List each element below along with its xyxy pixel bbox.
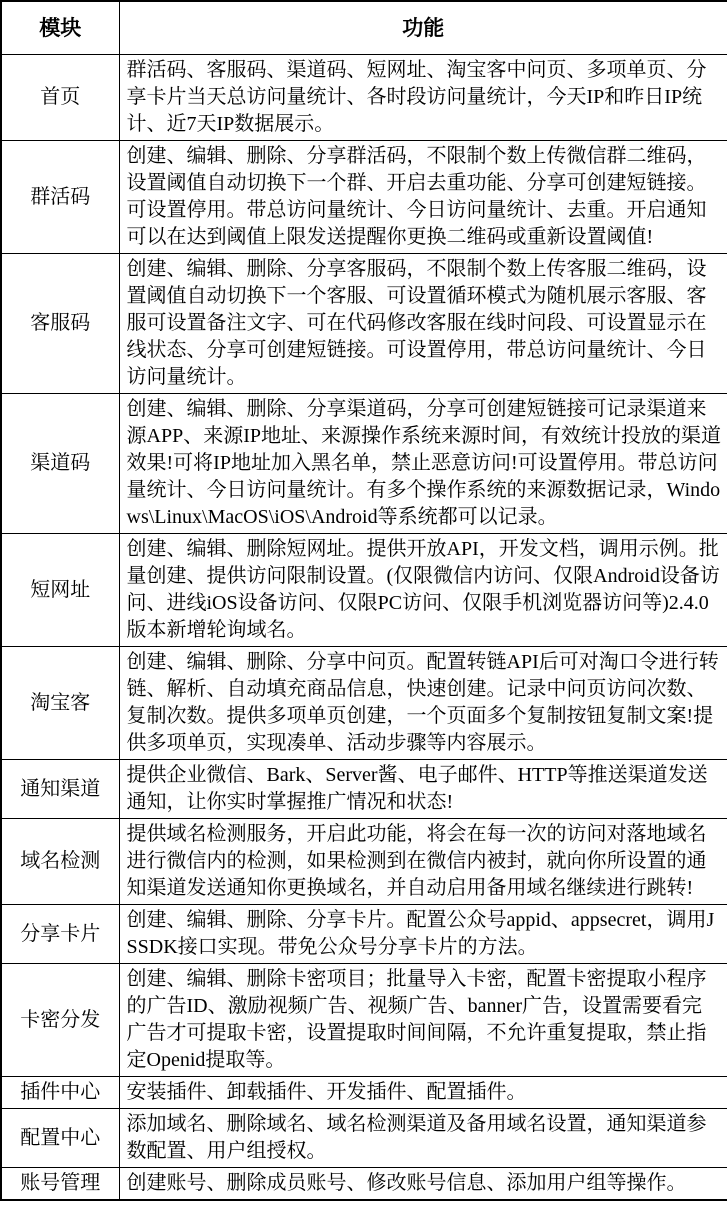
header-function: 功能 (119, 1, 727, 55)
table-row (1, 55, 727, 141)
function-cell: 群活码、客服码、渠道码、短网址、淘宝客中问页、多项单页、分享卡片当天总访问量统计、各时段访问量统计，今天IP和昨日IP统计、近7天IP数据展示。 (119, 55, 727, 141)
header-module: 模块 (1, 1, 119, 55)
module-cell: 域名检测 (1, 819, 119, 905)
table-row (1, 647, 727, 760)
header-row (1, 1, 727, 55)
module-cell: 配置中心 (1, 1109, 119, 1168)
table-row (1, 254, 727, 394)
module-cell: 分享卡片 (1, 905, 119, 964)
function-cell: 创建、编辑、删除短网址。提供开放API，开发文档，调用示例。批量创建、提供访问限制设置。(仅限微信内访问、仅限Android设备访问、进线iOS设备访问、仅限PC访问、仅限手机浏览器访问等)2.4.0版本新增轮询域名。 (119, 534, 727, 647)
function-cell: 创建、编辑、删除卡密项目；批量导入卡密，配置卡密提取小程序的广告ID、激励视频广告、视频广告、banner广告，设置需要看完广告才可提取卡密，设置提取时间间隔，不允许重复提取，禁止指定Openid提取等。 (119, 964, 727, 1077)
function-cell: 创建、编辑、删除、分享群活码，不限制个数上传微信群二维码，设置阈值自动切换下一个群、开启去重功能、分享可创建短链接。可设置停用。带总访问量统计、今日访问量统计、去重。开启通知可以在达到阈值上限发送提醒你更换二维码或重新设置阈值! (119, 141, 727, 254)
table-row (1, 964, 727, 1077)
table-row (1, 819, 727, 905)
table-header (1, 1, 727, 55)
module-cell: 渠道码 (1, 394, 119, 534)
module-cell: 插件中心 (1, 1077, 119, 1109)
table-row (1, 1077, 727, 1109)
function-cell: 提供企业微信、Bark、Server酱、电子邮件、HTTP等推送渠道发送通知，让你实时掌握推广情况和状态! (119, 760, 727, 819)
function-cell: 添加域名、删除域名、域名检测渠道及备用域名设置，通知渠道参数配置、用户组授权。 (119, 1109, 727, 1168)
function-cell: 创建账号、删除成员账号、修改账号信息、添加用户组等操作。 (119, 1168, 727, 1201)
module-cell: 淘宝客 (1, 647, 119, 760)
module-cell: 首页 (1, 55, 119, 141)
table-row (1, 760, 727, 819)
table-row (1, 1109, 727, 1168)
function-cell: 安装插件、卸载插件、开发插件、配置插件。 (119, 1077, 727, 1109)
table-row (1, 394, 727, 534)
module-cell: 通知渠道 (1, 760, 119, 819)
function-cell: 提供域名检测服务，开启此功能，将会在每一次的访问对落地域名进行微信内的检测，如果检测到在微信内被封，就向你所设置的通知渠道发送通知你更换域名，并自动启用备用域名继续进行跳转! (119, 819, 727, 905)
module-cell: 卡密分发 (1, 964, 119, 1077)
module-cell: 账号管理 (1, 1168, 119, 1201)
table-row (1, 141, 727, 254)
function-cell: 创建、编辑、删除、分享卡片。配置公众号appid、appsecret，调用JSSDK接口实现。带免公众号分享卡片的方法。 (119, 905, 727, 964)
table-row (1, 534, 727, 647)
function-cell: 创建、编辑、删除、分享中问页。配置转链API后可对淘口令进行转链、解析、自动填充商品信息，快速创建。记录中问页访问次数、复制次数。提供多项单页创建，一个页面多个复制按钮复制文案!提供多项单页，实现凑单、活动步骤等内容展示。 (119, 647, 727, 760)
module-cell: 短网址 (1, 534, 119, 647)
table-body (1, 55, 727, 1201)
module-cell: 群活码 (1, 141, 119, 254)
function-cell: 创建、编辑、删除、分享客服码，不限制个数上传客服二维码，设置阈值自动切换下一个客服、可设置循环模式为随机展示客服、客服可设置备注文字、可在代码修改客服在线时问段、可设置显示在线状态、分享可创建短链接。可设置停用，带总访问量统计、今日访问量统计。 (119, 254, 727, 394)
function-cell: 创建、编辑、删除、分享渠道码，分享可创建短链接可记录渠道来源APP、来源IP地址、来源操作系统来源时间，有效统计投放的渠道效果!可将IP地址加入黑名单，禁止恶意访问!可设置停用。带总访问量统计、今日访问量统计。有多个操作系统的来源数据记录，Windows\Linux\MacOS\iOS\Android等系统都可以记录。 (119, 394, 727, 534)
table-row (1, 905, 727, 964)
table-row (1, 1168, 727, 1201)
module-cell: 客服码 (1, 254, 119, 394)
